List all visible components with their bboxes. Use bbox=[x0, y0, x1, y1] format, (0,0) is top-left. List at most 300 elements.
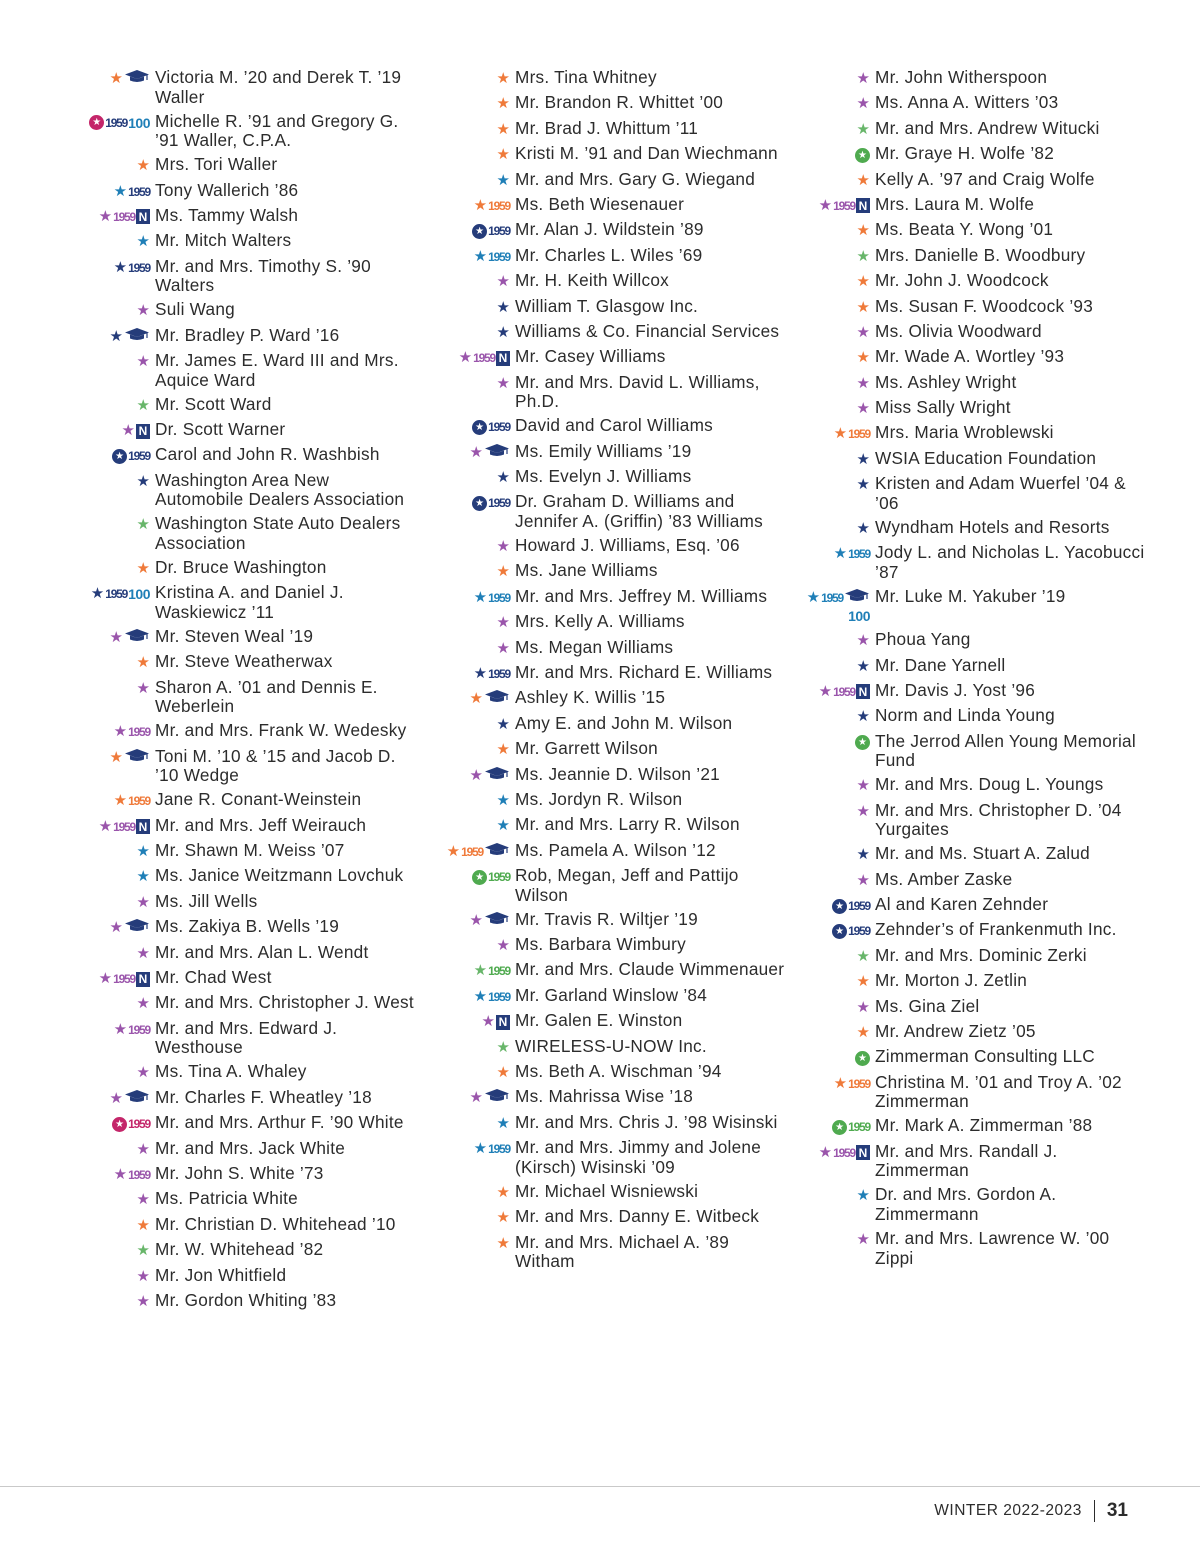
donor-recognition-icons bbox=[70, 817, 155, 837]
donor-name: Ms. Jane Williams bbox=[515, 560, 658, 581]
donor-name: Mr. Jon Whitfield bbox=[155, 1264, 287, 1285]
donor-entry bbox=[790, 1142, 1145, 1181]
year-1959-badge-icon: 1959 bbox=[833, 1145, 855, 1160]
navy-circle-star-icon: ★ bbox=[832, 899, 847, 914]
donor-name: Suli Wang bbox=[155, 299, 235, 320]
n-logo-icon: N bbox=[856, 684, 870, 699]
donor-entry bbox=[790, 322, 1145, 343]
donor-recognition-icons bbox=[430, 1139, 515, 1159]
year-1959-badge-icon: 1959 bbox=[848, 1076, 870, 1091]
donor-recognition-icons bbox=[430, 272, 515, 292]
donor-name: Williams & Co. Financial Services bbox=[515, 320, 780, 341]
donor-entry bbox=[70, 1240, 415, 1261]
purple-star-icon: ★ bbox=[136, 679, 150, 697]
donor-recognition-icons bbox=[430, 323, 515, 343]
donor-recognition-icons bbox=[430, 145, 515, 165]
green-star-icon: ★ bbox=[473, 962, 488, 980]
blue-star-icon: ★ bbox=[496, 817, 510, 835]
donor-name: Mr. Alan J. Wildstein ’89 bbox=[515, 219, 704, 240]
hundred-badge-icon: 100 bbox=[128, 114, 150, 131]
navy-star-icon: ★ bbox=[856, 657, 870, 675]
donor-entry bbox=[430, 1113, 785, 1134]
donor-entry bbox=[790, 706, 1145, 727]
donor-recognition-icons bbox=[790, 845, 875, 865]
donor-entry bbox=[430, 347, 785, 368]
blue-star-icon: ★ bbox=[833, 545, 848, 563]
donor-name: Miss Sally Wright bbox=[875, 397, 1011, 418]
donor-name: Ms. Tina A. Whaley bbox=[155, 1061, 307, 1082]
donor-recognition-icons bbox=[430, 171, 515, 191]
donor-name: Kelly A. ’97 and Craig Wolfe bbox=[875, 168, 1095, 189]
donor-entry bbox=[430, 1062, 785, 1083]
donor-recognition-icons bbox=[70, 258, 155, 278]
donor-recognition-icons bbox=[790, 682, 875, 702]
donor-name: Mr. Graye H. Wolfe ’82 bbox=[875, 143, 1055, 164]
footer-divider bbox=[0, 1486, 1200, 1487]
blue-star-icon: ★ bbox=[473, 247, 488, 265]
n-logo-icon: N bbox=[136, 819, 150, 834]
donor-name: Ms. Jeannie D. Wilson ’21 bbox=[515, 763, 720, 784]
donor-recognition-icons bbox=[70, 1114, 155, 1134]
donor-name: Mr. Gordon Whiting ’83 bbox=[155, 1289, 337, 1310]
year-1959-badge-icon: 1959 bbox=[833, 684, 855, 699]
donor-recognition-icons bbox=[790, 221, 875, 241]
issue-label: WINTER 2022-2023 bbox=[934, 1502, 1082, 1519]
year-1959-badge-icon: 1959 bbox=[488, 224, 510, 239]
orange-star-icon: ★ bbox=[446, 842, 461, 860]
donor-entry bbox=[70, 917, 415, 938]
donor-name: Mr. and Mrs. Michael A. ’89 Witham bbox=[515, 1231, 730, 1272]
donor-recognition-icons bbox=[70, 421, 155, 441]
purple-star-icon: ★ bbox=[469, 1089, 483, 1107]
year-1959-badge-icon: 1959 bbox=[488, 198, 510, 213]
blue-star-icon: ★ bbox=[496, 171, 510, 189]
n-logo-icon: N bbox=[136, 972, 150, 987]
donor-recognition-icons bbox=[790, 544, 875, 564]
donor-name: Mr. John Witherspoon bbox=[875, 67, 1048, 87]
donor-entry bbox=[790, 895, 1145, 916]
donor-recognition-icons bbox=[790, 120, 875, 140]
blue-star-icon: ★ bbox=[806, 588, 821, 606]
graduation-cap-icon bbox=[844, 588, 870, 608]
purple-star-icon: ★ bbox=[856, 95, 870, 113]
donor-recognition-icons bbox=[790, 1023, 875, 1043]
donor-entry bbox=[430, 195, 785, 216]
donor-entry bbox=[430, 322, 785, 343]
donor-name: Mr. Bradley P. Ward ’16 bbox=[155, 324, 340, 345]
donor-recognition-icons bbox=[70, 156, 155, 176]
donor-recognition-icons bbox=[70, 232, 155, 252]
navy-circle-star-icon: ★ bbox=[832, 924, 847, 939]
orange-star-icon: ★ bbox=[833, 1074, 848, 1092]
donor-name: Ms. Zakiya B. Wells ’19 bbox=[155, 916, 340, 937]
donor-name: Mr. Scott Ward bbox=[155, 393, 272, 414]
donor-entry bbox=[430, 714, 785, 735]
orange-star-icon: ★ bbox=[496, 1209, 510, 1227]
purple-star-icon: ★ bbox=[496, 639, 510, 657]
donor-name: Jane R. Conant-Weinstein bbox=[155, 789, 362, 810]
purple-star-icon: ★ bbox=[113, 1020, 128, 1038]
donor-name: Ms. Ashley Wright bbox=[875, 371, 1017, 392]
purple-star-icon: ★ bbox=[98, 970, 113, 988]
purple-star-icon: ★ bbox=[856, 632, 870, 650]
donor-entry bbox=[430, 935, 785, 956]
donor-entry bbox=[70, 1291, 415, 1312]
donor-recognition-icons bbox=[790, 247, 875, 267]
year-1959-badge-icon: 1959 bbox=[848, 899, 870, 914]
blue-star-icon: ★ bbox=[496, 791, 510, 809]
donor-entry bbox=[70, 1266, 415, 1287]
donor-entry bbox=[430, 144, 785, 165]
donor-recognition-icons bbox=[430, 1038, 515, 1058]
donor-recognition-icons bbox=[790, 323, 875, 343]
orange-star-icon: ★ bbox=[833, 425, 848, 443]
green-star-icon: ★ bbox=[856, 120, 870, 138]
orange-star-icon: ★ bbox=[496, 741, 510, 759]
donor-name: Mr. Andrew Zietz ’05 bbox=[875, 1021, 1036, 1042]
year-1959-badge-icon: 1959 bbox=[473, 351, 495, 366]
magenta-circle-star-icon: ★ bbox=[112, 1117, 127, 1132]
donor-name: Mr. Travis R. Wiltjer ’19 bbox=[515, 908, 698, 929]
donor-entry bbox=[430, 442, 785, 463]
donor-entry bbox=[70, 257, 415, 296]
blue-star-icon: ★ bbox=[136, 233, 150, 251]
navy-star-icon: ★ bbox=[496, 715, 510, 733]
donor-entry bbox=[70, 1215, 415, 1236]
donor-entry bbox=[430, 790, 785, 811]
donor-name: Mr. Michael Wisniewski bbox=[515, 1180, 699, 1201]
donor-name: Mr. and Mrs. Christopher D. ’04 Yurgaites bbox=[875, 799, 1122, 840]
purple-star-icon: ★ bbox=[856, 374, 870, 392]
purple-star-icon: ★ bbox=[496, 538, 510, 556]
donor-entry bbox=[790, 449, 1145, 470]
donor-entry bbox=[70, 627, 415, 648]
green-star-icon: ★ bbox=[136, 1242, 150, 1260]
year-1959-badge-icon: 1959 bbox=[833, 198, 855, 213]
donor-name: Mrs. Tina Whitney bbox=[515, 67, 657, 87]
donor-name: Mr. and Mrs. Randall J. Zimmerman bbox=[875, 1140, 1058, 1181]
donor-recognition-icons bbox=[70, 182, 155, 202]
donor-name: Ms. Anna A. Witters ’03 bbox=[875, 92, 1059, 113]
donor-name: Amy E. and John M. Wilson bbox=[515, 712, 733, 733]
donor-entry bbox=[70, 1164, 415, 1185]
donor-recognition-icons bbox=[430, 94, 515, 114]
donor-recognition-icons bbox=[430, 1063, 515, 1083]
page-footer bbox=[934, 1500, 1128, 1522]
donor-name: Mr. and Mrs. Chris J. ’98 Wisinski bbox=[515, 1111, 778, 1132]
donor-entry bbox=[790, 195, 1145, 216]
blue-star-icon: ★ bbox=[473, 588, 488, 606]
donor-entry bbox=[70, 1088, 415, 1109]
donor-column-3 bbox=[790, 68, 1145, 1273]
donor-recognition-icons bbox=[430, 816, 515, 836]
blue-star-icon: ★ bbox=[473, 1140, 488, 1158]
donor-recognition-icons bbox=[790, 450, 875, 470]
year-1959-badge-icon: 1959 bbox=[488, 590, 510, 605]
purple-star-icon: ★ bbox=[109, 1089, 123, 1107]
donor-name: Tony Wallerich ’86 bbox=[155, 179, 299, 200]
donor-entry bbox=[70, 1062, 415, 1083]
graduation-cap-icon bbox=[484, 842, 510, 862]
donor-recognition-icons bbox=[70, 113, 155, 133]
purple-star-icon: ★ bbox=[136, 1292, 150, 1310]
donor-name: Mr. Brandon R. Whittet ’00 bbox=[515, 92, 724, 113]
donor-name: Mr. H. Keith Willcox bbox=[515, 270, 669, 291]
purple-star-icon: ★ bbox=[136, 944, 150, 962]
navy-star-icon: ★ bbox=[136, 472, 150, 490]
donor-entry bbox=[430, 866, 785, 905]
donor-name: Mr. Mitch Walters bbox=[155, 230, 292, 251]
donor-recognition-icons bbox=[70, 994, 155, 1014]
donor-name: Ms. Susan F. Woodcock ’93 bbox=[875, 295, 1094, 316]
year-1959-badge-icon: 1959 bbox=[488, 249, 510, 264]
donor-entry bbox=[430, 612, 785, 633]
purple-star-icon: ★ bbox=[121, 422, 135, 440]
donor-recognition-icons bbox=[430, 374, 515, 394]
magenta-circle-star-icon: ★ bbox=[89, 115, 104, 130]
donor-name: Ms. Jill Wells bbox=[155, 890, 258, 911]
donor-name: Mr. Morton J. Zetlin bbox=[875, 970, 1028, 991]
year-1959-badge-icon: 1959 bbox=[113, 209, 135, 224]
donor-entry bbox=[430, 1182, 785, 1203]
navy-circle-star-icon: ★ bbox=[112, 449, 127, 464]
donor-name: Carol and John R. Washbish bbox=[155, 444, 380, 465]
donor-entry bbox=[430, 1138, 785, 1177]
donor-name: Mr. John J. Woodcock bbox=[875, 270, 1049, 291]
donor-recognition-icons bbox=[790, 802, 875, 822]
green-star-icon: ★ bbox=[856, 947, 870, 965]
donor-name: Ms. Beata Y. Wong ’01 bbox=[875, 219, 1054, 240]
donor-name: Victoria M. ’20 and Derek T. ’19 Waller bbox=[155, 67, 402, 107]
donor-entry bbox=[790, 681, 1145, 702]
donor-name: Mr. Luke M. Yakuber ’19 bbox=[875, 585, 1066, 606]
donor-entry bbox=[430, 93, 785, 114]
year-1959-badge-icon: 1959 bbox=[128, 184, 150, 199]
donor-entry bbox=[70, 395, 415, 416]
donor-recognition-icons bbox=[70, 1089, 155, 1109]
donor-entry bbox=[430, 246, 785, 267]
navy-star-icon: ★ bbox=[109, 327, 123, 345]
donor-name: Mrs. Tori Waller bbox=[155, 154, 278, 175]
donor-entry bbox=[70, 181, 415, 202]
donor-name: Washington Area New Automobile Dealers Association bbox=[155, 469, 405, 510]
donor-name: Mr. Davis J. Yost ’96 bbox=[875, 679, 1036, 700]
donor-recognition-icons bbox=[70, 679, 155, 699]
donor-recognition-icons bbox=[790, 921, 875, 941]
donor-entry bbox=[70, 1139, 415, 1160]
donor-entry bbox=[430, 220, 785, 241]
donor-recognition-icons bbox=[70, 969, 155, 989]
donor-name: Mrs. Maria Wroblewski bbox=[875, 422, 1054, 443]
n-logo-icon: N bbox=[496, 1015, 510, 1030]
donor-entry bbox=[790, 1116, 1145, 1137]
purple-star-icon: ★ bbox=[496, 374, 510, 392]
purple-star-icon: ★ bbox=[481, 1013, 495, 1031]
donor-recognition-icons bbox=[70, 1020, 155, 1040]
orange-star-icon: ★ bbox=[856, 973, 870, 991]
donor-name: Dr. Scott Warner bbox=[155, 419, 286, 440]
donor-entry bbox=[430, 561, 785, 582]
graduation-cap-icon bbox=[484, 911, 510, 931]
donor-name: WSIA Education Foundation bbox=[875, 447, 1097, 468]
graduation-cap-icon bbox=[484, 1088, 510, 1108]
donor-entry bbox=[790, 271, 1145, 292]
donor-name: Mr. and Mrs. Alan L. Wendt bbox=[155, 941, 369, 962]
donor-name: Toni M. ’10 & ’15 and Jacob D. ’10 Wedge bbox=[155, 745, 396, 786]
donor-recognition-icons bbox=[430, 562, 515, 582]
orange-star-icon: ★ bbox=[136, 654, 150, 672]
page-number: 31 bbox=[1106, 1500, 1128, 1521]
donor-entry bbox=[70, 866, 415, 887]
donor-recognition-icons bbox=[430, 588, 515, 608]
n-logo-icon: N bbox=[136, 424, 150, 439]
donor-name: Mrs. Danielle B. Woodbury bbox=[875, 244, 1086, 265]
donor-entry bbox=[70, 1113, 415, 1134]
donor-recognition-icons bbox=[70, 1190, 155, 1210]
donor-name: Ms. Patricia White bbox=[155, 1188, 298, 1209]
purple-star-icon: ★ bbox=[136, 1064, 150, 1082]
donor-name: Mr. Steven Weal ’19 bbox=[155, 625, 314, 646]
purple-star-icon: ★ bbox=[856, 1230, 870, 1248]
donor-entry bbox=[790, 920, 1145, 941]
blue-star-icon: ★ bbox=[473, 987, 488, 1005]
donor-name: Mr. Charles F. Wheatley ’18 bbox=[155, 1086, 372, 1107]
donor-recognition-icons bbox=[790, 374, 875, 394]
green-star-icon: ★ bbox=[136, 516, 150, 534]
donor-recognition-icons bbox=[430, 298, 515, 318]
donor-recognition-icons bbox=[70, 893, 155, 913]
donor-entry bbox=[430, 815, 785, 836]
donor-recognition-icons bbox=[430, 537, 515, 557]
donor-recognition-icons bbox=[430, 867, 515, 887]
donor-recognition-icons bbox=[430, 468, 515, 488]
purple-star-icon: ★ bbox=[856, 70, 870, 87]
donor-name: Norm and Linda Young bbox=[875, 705, 1055, 726]
donor-entry bbox=[430, 841, 785, 862]
green-star-icon: ★ bbox=[496, 1038, 510, 1056]
navy-circle-star-icon: ★ bbox=[472, 496, 487, 511]
donor-recognition-icons bbox=[790, 298, 875, 318]
donor-name: Mr. and Mrs. Jeff Weirauch bbox=[155, 814, 367, 835]
donor-recognition-icons bbox=[430, 987, 515, 1007]
graduation-cap-icon bbox=[124, 1089, 150, 1109]
donor-entry bbox=[430, 1011, 785, 1032]
donor-name: Mr. and Mrs. Jimmy and Jolene (Kirsch) Wisinski ’09 bbox=[515, 1137, 762, 1177]
year-1959-badge-icon: 1959 bbox=[848, 427, 870, 442]
donor-entry bbox=[430, 1233, 785, 1272]
orange-star-icon: ★ bbox=[136, 157, 150, 175]
blue-star-icon: ★ bbox=[113, 182, 128, 200]
donor-name: Mr. and Mrs. Edward J. Westhouse bbox=[155, 1017, 338, 1058]
donor-recognition-icons bbox=[430, 348, 515, 368]
donor-recognition-icons bbox=[430, 911, 515, 931]
donor-recognition-icons bbox=[790, 998, 875, 1018]
donor-name: Mr. and Mrs. Larry R. Wilson bbox=[515, 814, 740, 835]
purple-star-icon: ★ bbox=[136, 1140, 150, 1158]
donor-entry bbox=[70, 892, 415, 913]
donor-recognition-icons bbox=[70, 722, 155, 742]
donor-name: Mr. and Mrs. Doug L. Youngs bbox=[875, 774, 1104, 795]
donor-entry bbox=[70, 445, 415, 466]
donor-recognition-icons bbox=[430, 689, 515, 709]
hundred-badge-icon: 100 bbox=[128, 586, 150, 603]
donor-entry bbox=[790, 518, 1145, 539]
purple-star-icon: ★ bbox=[818, 196, 833, 214]
donor-entry bbox=[70, 514, 415, 553]
graduation-cap-icon bbox=[124, 69, 150, 89]
donor-recognition-icons bbox=[70, 301, 155, 321]
purple-star-icon: ★ bbox=[136, 302, 150, 320]
donor-name: Mr. Wade A. Wortley ’93 bbox=[875, 346, 1065, 367]
donor-recognition-icons bbox=[790, 588, 875, 608]
donor-name: Mrs. Kelly A. Williams bbox=[515, 611, 685, 632]
donor-recognition-icons bbox=[790, 94, 875, 114]
blue-star-icon: ★ bbox=[496, 1114, 510, 1132]
donor-column-2 bbox=[430, 68, 785, 1276]
purple-star-icon: ★ bbox=[469, 911, 483, 929]
donor-entry bbox=[430, 1207, 785, 1228]
donor-name: Christina M. ’01 and Troy A. ’02 Zimmerman bbox=[875, 1071, 1122, 1112]
purple-star-icon: ★ bbox=[98, 817, 113, 835]
orange-star-icon: ★ bbox=[496, 95, 510, 113]
graduation-cap-icon bbox=[484, 443, 510, 463]
year-1959-badge-icon: 1959 bbox=[128, 1022, 150, 1037]
donor-recognition-icons bbox=[70, 628, 155, 648]
navy-star-icon: ★ bbox=[90, 585, 105, 603]
donor-recognition-icons bbox=[790, 519, 875, 539]
donor-recognition-icons bbox=[430, 936, 515, 956]
year-1959-badge-icon: 1959 bbox=[113, 972, 135, 987]
graduation-cap-icon bbox=[124, 327, 150, 347]
navy-star-icon: ★ bbox=[496, 469, 510, 487]
year-1959-badge-icon: 1959 bbox=[488, 666, 510, 681]
donor-entry bbox=[790, 971, 1145, 992]
navy-star-icon: ★ bbox=[113, 258, 128, 276]
donor-entry bbox=[790, 543, 1145, 582]
donor-name: Mr. and Mrs. Danny E. Witbeck bbox=[515, 1206, 760, 1227]
donor-recognition-icons bbox=[790, 196, 875, 216]
donor-entry bbox=[70, 351, 415, 390]
donor-entry bbox=[430, 119, 785, 140]
donor-entry bbox=[790, 93, 1145, 114]
donor-name: Mr. and Mrs. Christopher J. West bbox=[155, 992, 414, 1013]
navy-star-icon: ★ bbox=[496, 323, 510, 341]
donor-recognition-icons bbox=[790, 1230, 875, 1250]
year-1959-badge-icon: 1959 bbox=[461, 844, 483, 859]
purple-star-icon: ★ bbox=[109, 628, 123, 646]
hundred-badge-icon: 100 bbox=[848, 608, 870, 625]
navy-star-icon: ★ bbox=[473, 664, 488, 682]
orange-star-icon: ★ bbox=[856, 298, 870, 316]
donor-recognition-icons bbox=[790, 348, 875, 368]
donor-entry bbox=[430, 739, 785, 760]
donor-entry bbox=[70, 968, 415, 989]
graduation-cap-icon bbox=[484, 766, 510, 786]
donor-name: Jody L. and Nicholas L. Yacobucci ’87 bbox=[875, 542, 1145, 582]
footer-separator bbox=[1094, 1500, 1095, 1522]
donor-recognition-icons bbox=[430, 740, 515, 760]
donor-name: Mr. and Mrs. David L. Williams, Ph.D. bbox=[515, 371, 760, 412]
purple-star-icon: ★ bbox=[98, 207, 113, 225]
donor-entry bbox=[70, 583, 415, 622]
green-star-icon: ★ bbox=[856, 247, 870, 265]
year-1959-badge-icon: 1959 bbox=[821, 590, 843, 605]
donor-recognition-icons bbox=[430, 613, 515, 633]
donor-entry bbox=[70, 231, 415, 252]
donor-entry bbox=[70, 68, 415, 107]
donor-recognition-icons bbox=[430, 493, 515, 513]
donor-entry bbox=[70, 1019, 415, 1058]
